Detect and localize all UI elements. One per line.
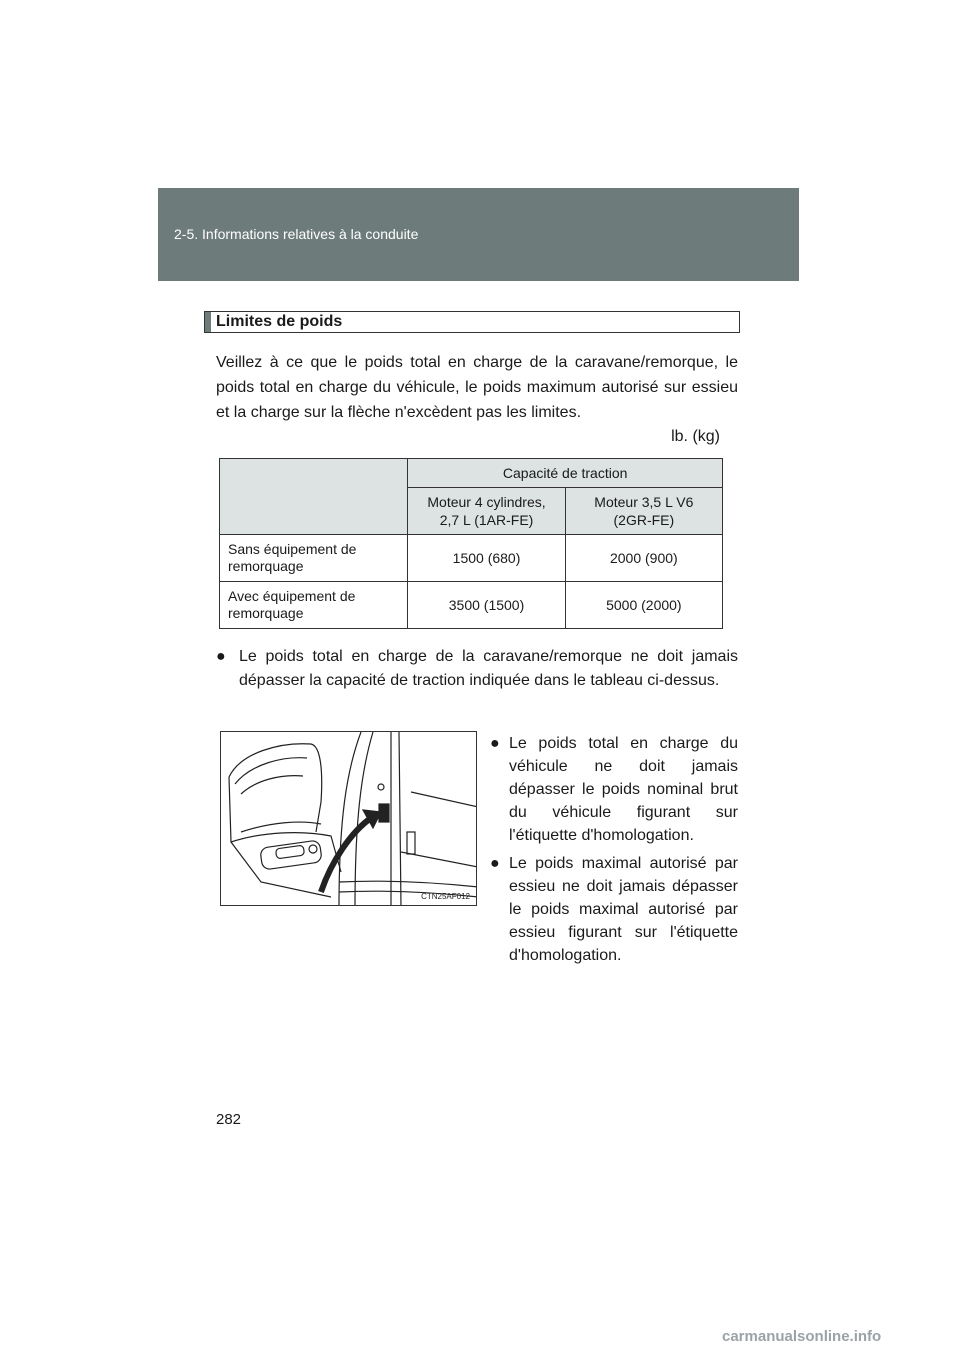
bullet-text: Le poids total en charge du véhicule ne doit jamais dépasser le poids nominal brut du véhicule figurant sur l'étiquette d'homologation. xyxy=(509,735,738,844)
row-label-line: remorquage xyxy=(228,605,304,621)
group-header-text: Capacité de traction xyxy=(502,465,628,481)
table-cell: 2000 (900) xyxy=(565,535,722,582)
bullet-text: Le poids maximal autorisé par essieu ne doit jamais dépasser le poids maximal autorisé par essieu figurant sur l'étiquette d'homologation. xyxy=(509,855,738,964)
table-header-row xyxy=(220,459,723,488)
col-header-line: Moteur 3,5 L V6 xyxy=(594,494,694,510)
table-cell: 1500 (680) xyxy=(408,535,565,582)
row-label xyxy=(220,535,408,582)
unit-label: lb. (kg) xyxy=(671,428,720,445)
intro-paragraph: Veillez à ce que le poids total en charge de la caravane/remorque, le poids total en charge du véhicule, le poids maximum autorisé sur essieu et la charge sur la flèche n'excèdent pas les limites. xyxy=(216,354,738,421)
col-header-line: Moteur 4 cylindres, xyxy=(427,494,546,510)
table-col-header xyxy=(408,488,565,535)
col-header-line: 2,7 L (1AR-FE) xyxy=(439,512,534,528)
table-row xyxy=(220,535,723,582)
seat-label-illustration xyxy=(220,731,477,906)
section-title-accent xyxy=(205,312,211,332)
col-header-line: (2GR-FE) xyxy=(613,512,675,528)
car-door-pillar-illustration xyxy=(221,732,477,906)
towing-capacity-table xyxy=(219,458,723,629)
table-col-header xyxy=(565,488,722,535)
bullet-dot-icon: ● xyxy=(490,735,500,752)
table-group-header xyxy=(408,459,723,488)
section-title-box xyxy=(204,311,740,333)
bullet-item xyxy=(216,645,738,693)
row-label-line: remorquage xyxy=(228,558,304,574)
bullet-item xyxy=(490,732,738,847)
watermark-logo: carmanualsonline.info xyxy=(722,1328,882,1345)
section-title: Limites de poids xyxy=(216,313,343,330)
bullet-text: Le poids total en charge de la caravane/remorque ne doit jamais dépasser la capacité de traction indiquée dans le tableau ci-dessus. xyxy=(239,648,738,689)
table-cell: 5000 (2000) xyxy=(565,582,722,629)
table-cell: 3500 (1500) xyxy=(408,582,565,629)
bullet-item xyxy=(490,852,738,967)
chapter-title: 2-5. Informations relatives à la conduite xyxy=(174,226,419,242)
bullet-dot-icon: ● xyxy=(216,648,226,665)
row-label-line: Avec équipement de xyxy=(228,588,356,604)
bullet-dot-icon: ● xyxy=(490,855,500,872)
figure-code: CTN25AF012 xyxy=(421,892,470,901)
row-label xyxy=(220,582,408,629)
table-row xyxy=(220,582,723,629)
row-label-line: Sans équipement de xyxy=(228,541,357,557)
page-number: 282 xyxy=(216,1111,242,1128)
table-corner-cell xyxy=(220,459,408,535)
chapter-header xyxy=(158,188,799,281)
